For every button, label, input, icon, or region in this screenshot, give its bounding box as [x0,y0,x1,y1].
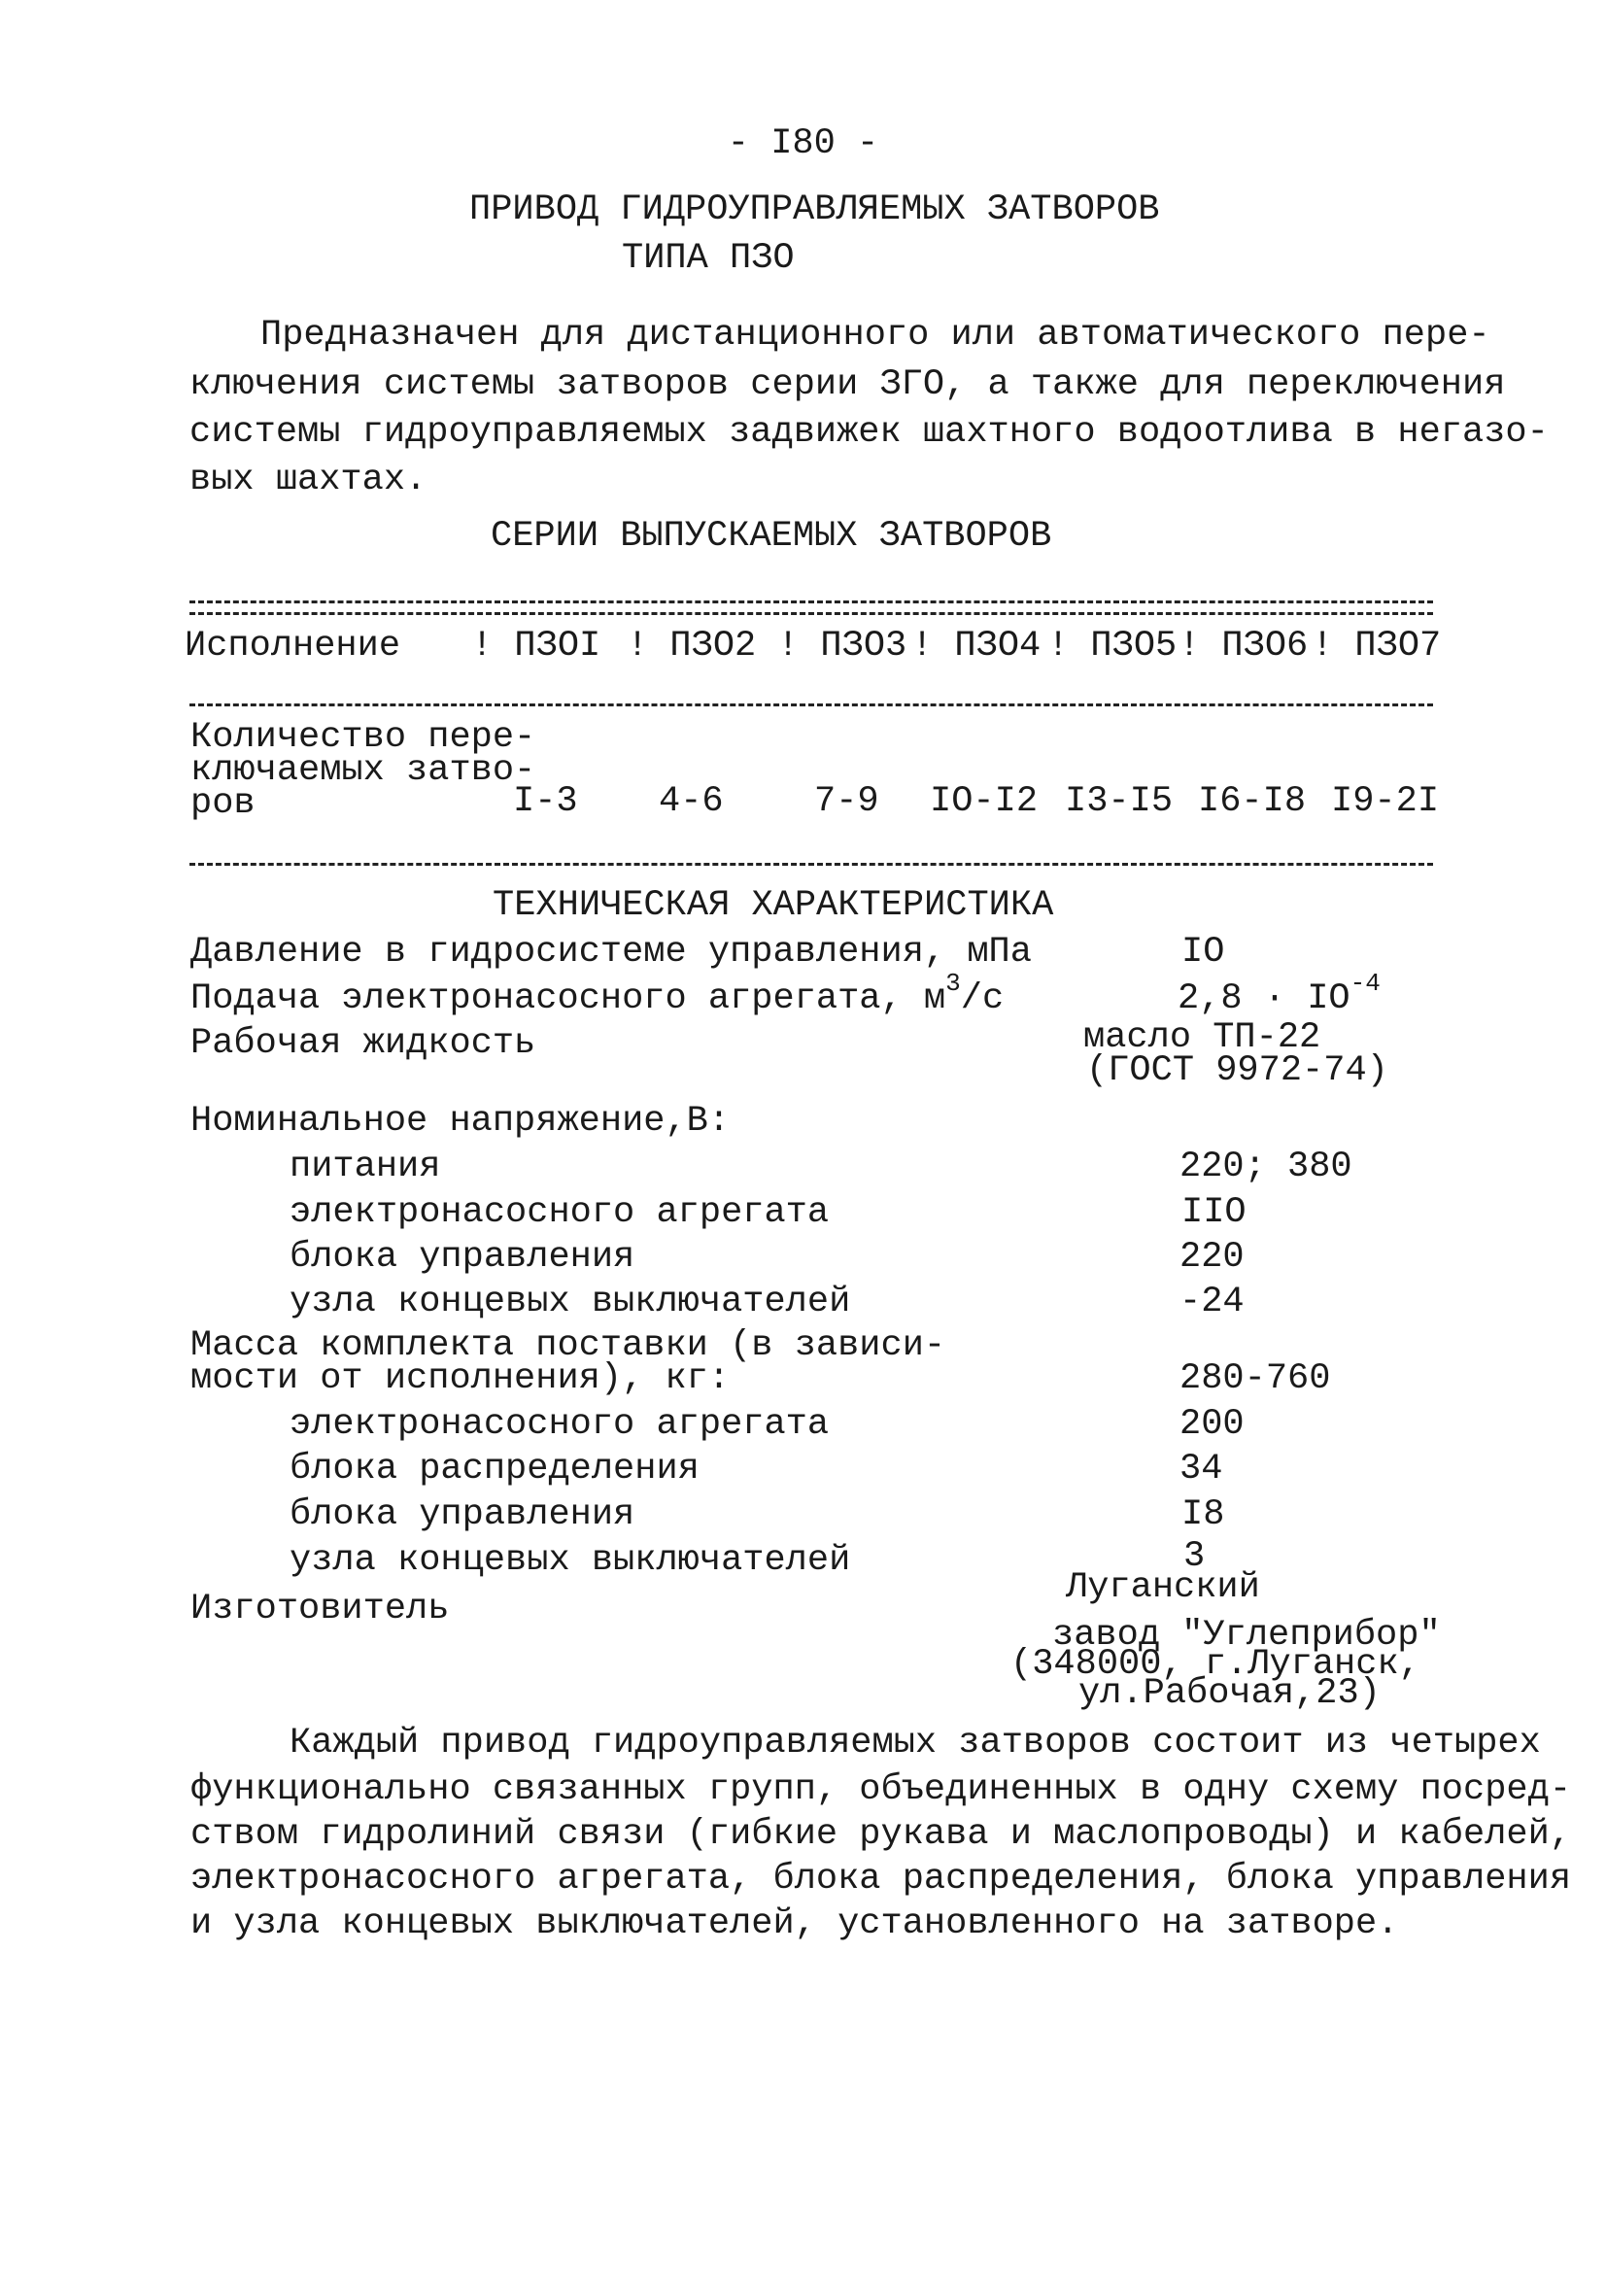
spec-sublabel: блока управления [290,1237,635,1278]
spec-label: Номинальное напряжение,В: [190,1101,731,1142]
spec-value: -24 [1179,1282,1245,1322]
table-cell: I9-2I [1331,781,1440,822]
spec-value: 34 [1179,1449,1223,1490]
table-header-cell: ! ПЗО5 [1047,626,1178,667]
maker-value: завод "Углеприбор" [1052,1615,1441,1656]
table-header-cell: ! ПЗО3 [777,626,907,667]
table-cell: IO-I2 [930,781,1039,822]
tech-heading: ТЕХНИЧЕСКАЯ ХАРАКТЕРИСТИКА [493,885,1054,926]
table-row-label: ключаемых затво- [190,750,536,791]
spec-value: 3 [1183,1536,1206,1577]
table-header-label: Исполнение [185,626,401,667]
spec-value-exponent: -4 [1350,969,1381,998]
table-header-cell: ! ПЗО4 [911,626,1042,667]
table-rule [189,612,1433,615]
table-header-cell: ! ПЗОI [471,626,601,667]
table-header-cell: ! ПЗО6 [1179,626,1309,667]
spec-value: 280-760 [1179,1358,1331,1399]
table-cell: 7-9 [814,781,879,822]
spec-sublabel: электронасосного агрегата [290,1404,830,1445]
spec-label-unit: /с [960,978,1005,1019]
closing-line: Каждый привод гидроуправляемых затворов состоит из четырех [290,1723,1541,1764]
spec-value: 220; 380 [1179,1147,1352,1187]
spec-sublabel: питания [290,1147,441,1187]
spec-sublabel: узла концевых выключателей [290,1540,851,1581]
spec-label: Масса комплекта поставки (в зависи- [190,1325,946,1366]
table-header-cell: ! ПЗО7 [1312,626,1442,667]
maker-value: ул.Рабочая,23) [1078,1673,1381,1714]
spec-value: 220 [1179,1237,1245,1278]
intro-line: ключения системы затворов серии ЗГО, а также для переключения [189,364,1506,405]
table-cell: I-3 [513,781,578,822]
table-rule [189,703,1433,706]
spec-label: мости от исполнения), кг: [190,1358,731,1399]
spec-label: Рабочая жидкость [190,1023,536,1064]
intro-line: Предназначен для дистанционного или автоматического пере- [260,315,1490,356]
spec-sublabel: электронасосного агрегата [290,1192,830,1233]
spec-sublabel: блока управления [290,1494,635,1535]
closing-line: функционально связанных групп, объединенных в одну схему посред- [190,1769,1572,1810]
spec-value: масло ТП-22 [1083,1017,1321,1058]
table-cell: I6-I8 [1198,781,1307,822]
spec-value: (ГОСТ 9972-74) [1086,1050,1388,1091]
spec-sublabel: блока распределения [290,1449,700,1490]
spec-sublabel: узла концевых выключателей [290,1282,851,1322]
series-heading: СЕРИИ ВЫПУСКАЕМЫХ ЗАТВОРОВ [491,516,1052,557]
closing-line: и узла концевых выключателей, установленного на затворе. [190,1903,1399,1944]
spec-value [1178,969,1381,1019]
intro-line: вых шахтах. [189,460,427,500]
table-cell: I3-I5 [1065,781,1174,822]
table-rule [189,863,1433,866]
page-number: - I80 - [727,123,879,164]
closing-line: ством гидролиний связи (гибкие рукава и маслопроводы) и кабелей, [190,1814,1572,1855]
table-row-label: Количество пере- [190,717,536,758]
page-subtitle: ТИПА ПЗО [622,238,795,279]
spec-value: 200 [1179,1404,1245,1445]
spec-value: IO [1181,932,1225,973]
table-cell: 4-6 [659,781,724,822]
spec-label: Давление в гидросистеме управления, мПа [190,932,1032,973]
table-row-label: ров [190,783,256,824]
spec-label: Изготовитель [190,1589,450,1629]
spec-value: I8 [1181,1494,1225,1535]
spec-value-base: 2,8 · IO [1178,978,1350,1019]
table-header-cell: ! ПЗО2 [627,626,757,667]
page-title: ПРИВОД ГИДРОУПРАВЛЯЕМЫХ ЗАТВОРОВ [469,189,1160,230]
spec-label [190,969,1005,1019]
maker-value: Луганский [1066,1567,1260,1608]
table-rule [189,600,1433,603]
spec-value: IIO [1181,1192,1247,1233]
maker-value: (348000, г.Луганск, [1010,1644,1420,1685]
spec-label-exponent: 3 [945,969,961,998]
spec-label-text: Подача электронасосного агрегата, м [190,978,946,1019]
intro-line: системы гидроуправляемых задвижек шахтного водоотлива в негазо- [189,412,1549,453]
closing-line: электронасосного агрегата, блока распределения, блока управления [190,1859,1572,1900]
